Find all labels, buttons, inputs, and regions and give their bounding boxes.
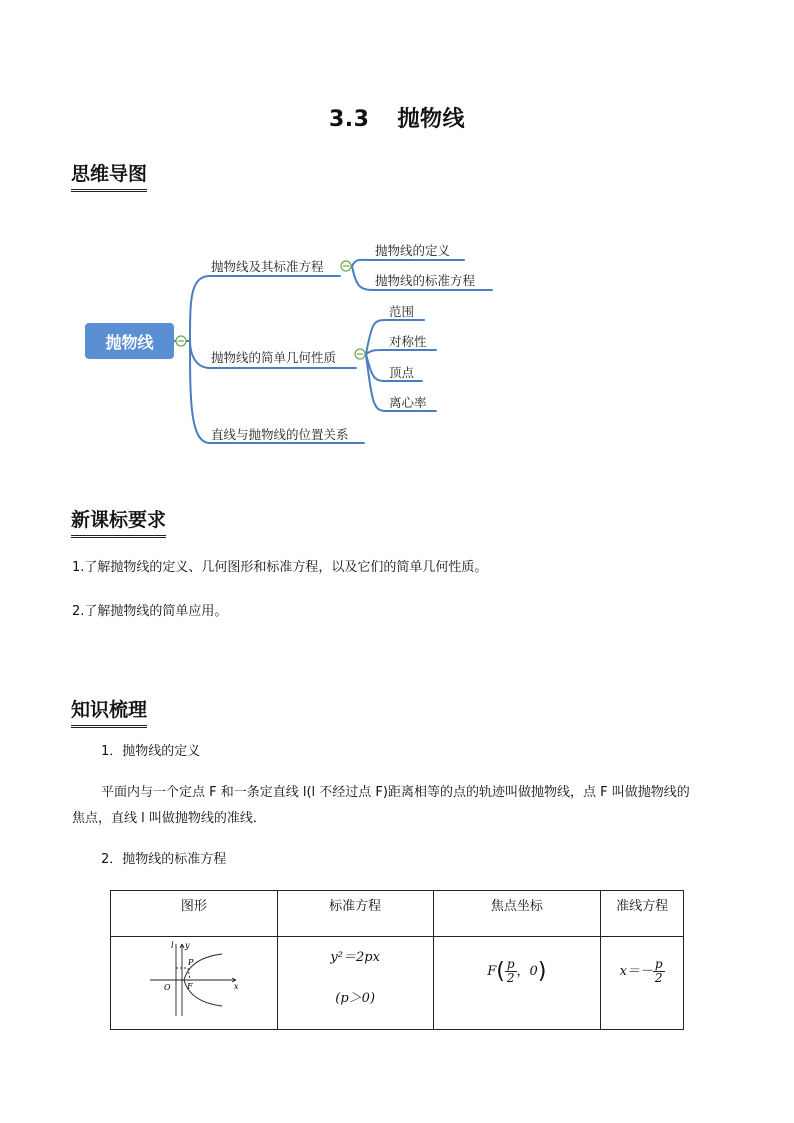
requirement-item-2: 2.了解抛物线的简单应用。 <box>72 604 228 619</box>
mindmap-branch-properties: 抛物线的简单几何性质 <box>211 350 337 365</box>
knowledge-item-1-heading: 1．抛物线的定义 <box>101 744 201 759</box>
knowledge-item-2-heading: 2．抛物线的标准方程 <box>101 852 227 867</box>
focus-second-coordinate: 0 <box>529 964 538 979</box>
knowledge-item-1-text: 平面内与一个定点 F 和一条定直线 l(l 不经过点 F)距离相等的点的轨迹叫做抛物线，点 F 叫做抛物线的 <box>101 785 690 800</box>
standard-equation-table <box>110 890 684 1030</box>
parabola-figure <box>144 940 244 1024</box>
directrix-cell <box>601 937 684 1030</box>
mindmap-leaf-range: 范围 <box>389 304 415 319</box>
equation-condition: (p＞0) <box>335 991 376 1006</box>
label-x: x <box>233 982 239 991</box>
section-heading-mindmap: 思维导图 <box>71 162 147 192</box>
table-header-figure: 图形 <box>111 891 278 937</box>
directrix-equation <box>602 958 682 985</box>
mindmap-leaf-vertex: 顶点 <box>389 365 415 380</box>
mindmap-root: 抛物线 <box>85 323 174 359</box>
label-l: l <box>170 941 174 950</box>
section-heading-requirements: 新课标要求 <box>71 508 166 538</box>
focus-denominator: 2 <box>506 971 515 985</box>
focus-label: F <box>487 964 497 979</box>
label-o: O <box>163 983 171 992</box>
label-y: y <box>184 941 190 950</box>
title-text: 抛物线 <box>397 107 465 132</box>
figure-cell <box>111 937 278 1030</box>
mindmap-connectors <box>0 0 794 460</box>
directrix-prefix: x＝－ <box>619 964 653 979</box>
mindmap-leaf-eccentricity: 离心率 <box>389 395 427 410</box>
requirement-item-1: 1.了解抛物线的定义、几何图形和标准方程，以及它们的简单几何性质。 <box>72 560 488 575</box>
directrix-denominator: 2 <box>654 971 663 985</box>
table-header-row <box>111 891 684 937</box>
directrix-fraction <box>653 958 665 985</box>
label-f: F <box>186 982 193 991</box>
table-header-directrix: 准线方程 <box>601 891 684 937</box>
section-number: 3.3 <box>329 107 370 132</box>
label-p: P <box>187 958 194 967</box>
focus-coordinates: F( $\frac{p}{2}$ ，0) <box>487 957 547 985</box>
mindmap-leaf-symmetry: 对称性 <box>389 334 427 349</box>
equation-cell <box>277 937 433 1030</box>
section-heading-knowledge: 知识梳理 <box>71 698 147 728</box>
table-row <box>111 937 684 1030</box>
directrix-numerator: p <box>654 957 663 971</box>
knowledge-item-1-text-cont: 焦点，直线 l 叫做抛物线的准线． <box>72 811 266 826</box>
standard-equation: y²＝2px <box>330 950 380 965</box>
mindmap-leaf-definition: 抛物线的定义 <box>375 243 451 258</box>
mindmap-leaf-standard-equation: 抛物线的标准方程 <box>375 273 476 288</box>
mindmap-branch-definition-equation: 抛物线及其标准方程 <box>211 259 324 274</box>
table-header-focus: 焦点坐标 <box>433 891 601 937</box>
focus-fraction <box>505 958 517 985</box>
focus-cell <box>433 937 601 1030</box>
mindmap-branch-line-relation: 直线与抛物线的位置关系 <box>211 427 349 442</box>
focus-numerator: p <box>506 957 515 971</box>
table-header-equation: 标准方程 <box>277 891 433 937</box>
